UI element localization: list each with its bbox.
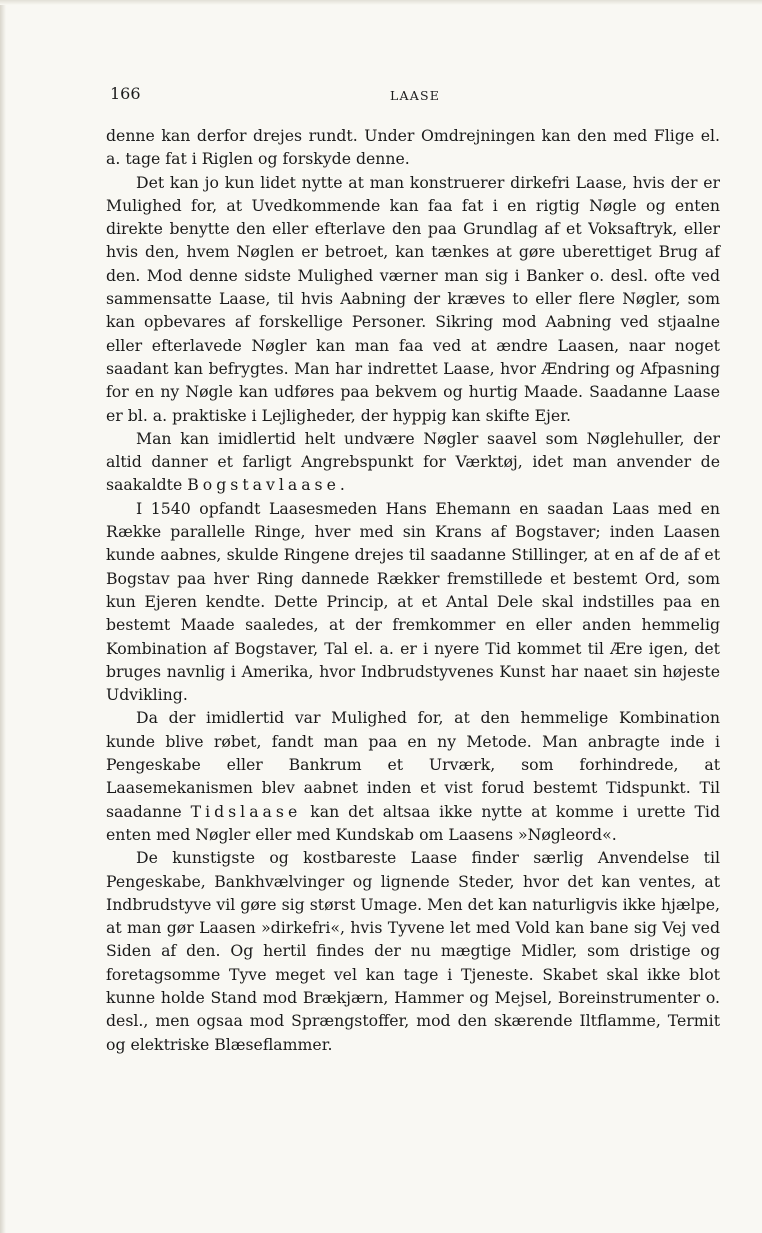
page-header: [110, 84, 720, 108]
body-text: [106, 124, 720, 1056]
paragraph-3: [106, 427, 720, 497]
paragraph-4: I 1540 opfandt Laasesmeden Hans Ehemann en saadan Laas med en Række parallelle Ringe, hver med sin Krans af Bogstaver; inden Laasen kunde aabnes, skulde Ringene drejes til saadanne Stillinger, at en af de af et Bogstav paa hver Ring dannede Rækker fremstillede et bestemt Ord, som kun Ejeren kendte. Dette Princip, at et Antal Dele skal indstilles paa en bestemt Maade saaledes, at der fremkommer en eller anden hemmelig Kombination af Bogstaver, Tal el. a. er i nyere Tid kommet til Ære igen, det bruges navnlig i Amerika, hvor Indbrudstyvenes Kunst har naaet sin højeste Udvikling.: [106, 498, 720, 705]
paragraph-5-text: Da der imidlertid var Mulighed for, at den hemmelige Kombination kunde blive røbet, fandt man paa en ny Metode. Man anbragte inde i Pengeskabe eller Bankrum et Urværk, som forhindrede, at Laasemekanismen blev aabnet inden et vist forud bestemt Tidspunkt. Til saadanne: [106, 708, 720, 821]
paragraph-6: De kunstigste og kostbareste Laase finder særlig Anvendelse til Pengeskabe, Bankhvælvinger og lignende Steder, hvor det kan ventes, at Indbrudstyve vil gøre sig størst Umage. Men det kan naturligvis ikke hjælpe, at man gør Laasen »dirkefri«, hvis Tyvene let med Vold kan bane sig Vej ved Siden af den. Og hertil findes der nu mægtige Midler, som dristige og foretagsomme Tyve meget vel kan tage i Tjeneste. Skabet skal ikke blot kunne holde Stand mod Brækjærn, Hammer og Mejsel, Boreinstrumenter o. desl., men ogsaa mod Sprængstoffer, mod den skærende Iltflamme, Termit og elektriske Blæseflammer.: [106, 848, 720, 1054]
term-bogstavlaase: Bogstavlaase: [187, 475, 340, 495]
paragraph-3-end: .: [339, 475, 345, 495]
page-edge-shadow-left: [0, 0, 6, 1233]
page-edge-shadow-top: [0, 0, 762, 5]
paragraph-5: [106, 706, 720, 846]
paragraph-3-text: Man kan imidlertid helt undvære Nøgler saavel som Nøglehuller, der altid danner et farligt Angrebspunkt for Værktøj, idet man anvender de saakaldte: [106, 428, 720, 495]
running-head: LAASE: [390, 88, 441, 103]
page-number: 166: [110, 84, 141, 103]
paragraph-5-end: kan det altsaa ikke nytte at komme i urette Tid enten med Nøgler eller med Kundskab om Laasens »Nøgleord«.: [106, 801, 720, 844]
paragraph-2: Det kan jo kun lidet nytte at man konstruerer dirkefri Laase, hvis der er Mulighed for, at Uvedkommende kan faa fat i en rigtig Nøgle og enten direkte benytte den eller efterlave den paa Grundlag af et Voksaftryk, eller hvis den, hvem Nøglen er betroet, kan tænkes at gøre uberettiget Brug af den. Mod denne sidste Mulighed værner man sig i Banker o. desl. ofte ved sammensatte Laase, til hvis Aabning der kræves to eller flere Nøgler, som kan opbevares af forskellige Personer. Sikring mod Aabning ved stjaalne eller efterlavede Nøgler kan man faa ved at ændre Laasen, naar noget saadant kan befrygtes. Man har indrettet Laase, hvor Ændring og Afpasning for en ny Nøgle kan udføres paa bekvem og hurtig Maade. Saadanne Laase er bl. a. praktiske i Lejligheder, der hyppig kan skifte Ejer.: [106, 172, 720, 425]
term-tidslaase: Tidslaase: [190, 801, 302, 821]
paragraph-1: denne kan derfor drejes rundt. Under Omdrejningen kan den med Flige el. a. tage fat i Riglen og forskyde denne.: [106, 126, 720, 169]
